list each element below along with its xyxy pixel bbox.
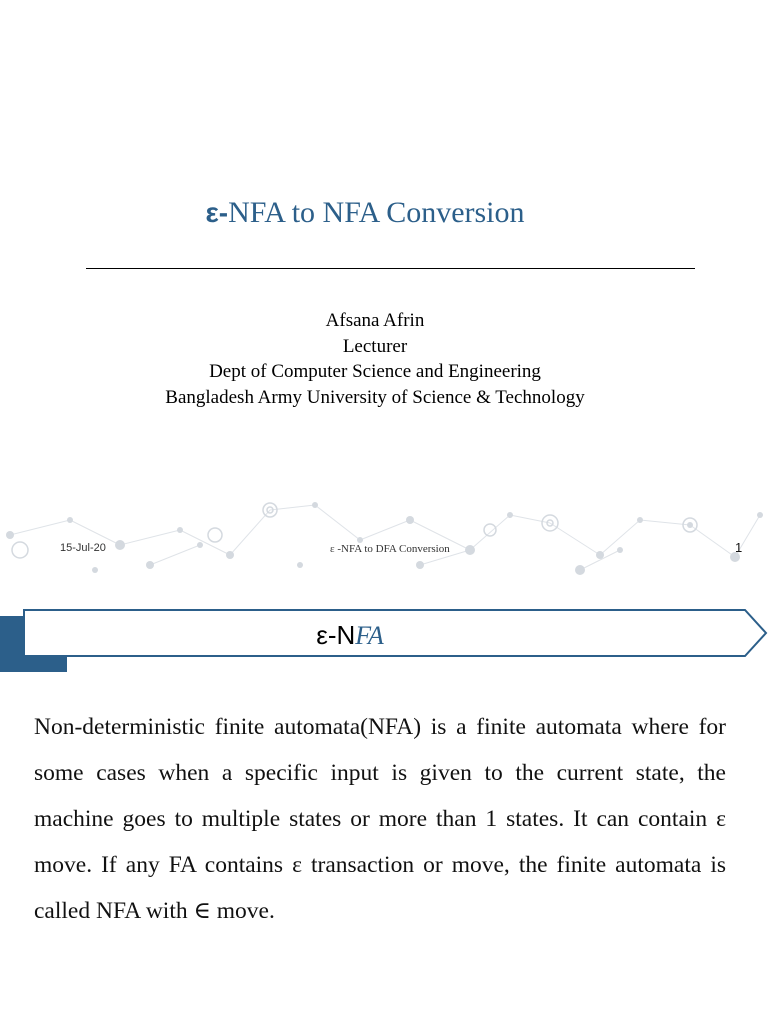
network-decoration-icon (0, 495, 768, 578)
definition-paragraph: Non-deterministic finite automata(NFA) is a finite automata where for some cases when a specific input is given to the current state, the machine goes to multiple states or more than 1 states. It can contain ε move. If any FA contains ε transaction or move, the finite automata is called NFA with ∈ move. (34, 714, 726, 924)
footer-date: 15-Jul-20 (60, 542, 106, 554)
author-department: Dept of Computer Science and Engineering (209, 361, 541, 382)
slide-heading (0, 620, 700, 651)
heading-suffix: FA (355, 621, 384, 650)
author-name: Afsana Afrin (325, 310, 425, 331)
title-divider (86, 268, 695, 269)
slide-title (0, 196, 730, 230)
heading-prefix: ε-N (316, 620, 356, 650)
content-slide (0, 578, 768, 1024)
author-position: Lecturer (342, 335, 408, 357)
title-text: NFA to NFA Conversion (228, 196, 525, 229)
author-block (0, 308, 750, 410)
footer-title: ε -NFA to DFA Conversion (330, 543, 450, 555)
page-number: 1 (735, 540, 743, 555)
title-epsilon: ε- (205, 197, 229, 228)
author-university: Bangladesh Army University of Science & Technology (165, 386, 585, 408)
